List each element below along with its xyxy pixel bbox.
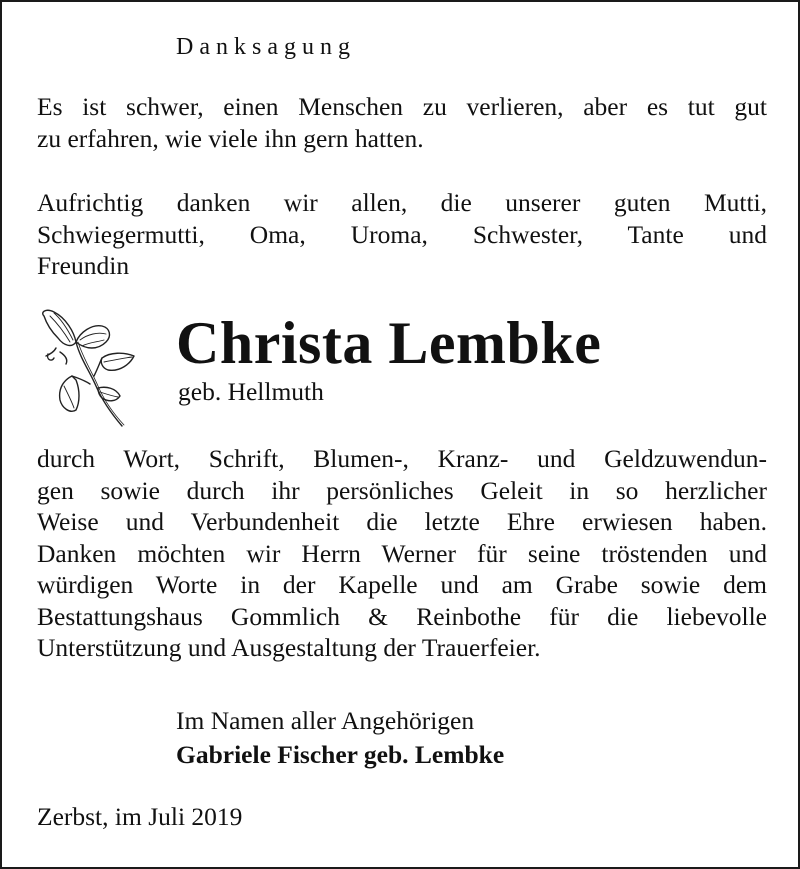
- text-line: Unterstützung und Ausgestaltung der Trauerfeier.: [37, 633, 541, 662]
- signature-intro: Im Namen aller Angehörigen: [176, 706, 475, 735]
- birth-name: geb. Hellmuth: [178, 377, 324, 406]
- text-line: Weise und Verbundenheit die letzte Ehre erwiesen haben.: [37, 507, 767, 536]
- text-line: Bestattungshaus Gommlich & Reinbothe für die liebevolle: [37, 601, 767, 631]
- text-line: gen sowie durch ihr persönliches Geleit in so herzlicher: [37, 475, 767, 505]
- intro-paragraph: [37, 91, 767, 154]
- text-line: durch Wort, Schrift, Blumen-, Kranz- und Geldzuwendun-: [37, 444, 767, 473]
- text-line: zu erfahren, wie viele ihn gern hatten.: [37, 123, 424, 153]
- deceased-name: Christa Lembke: [176, 310, 602, 376]
- text-line: würdigen Worte in der Kapelle und am Grabe sowie dem: [37, 570, 767, 599]
- text-line: Aufrichtig danken wir allen, die unserer guten Mutti,: [37, 188, 767, 217]
- body-paragraph: [37, 443, 767, 664]
- text-line: Freundin: [37, 251, 130, 280]
- text-line: Danken möchten wir Herrn Werner für seine tröstenden und: [37, 538, 767, 568]
- thanks-paragraph: [37, 187, 767, 282]
- signature-name: Gabriele Fischer geb. Lembke: [176, 740, 505, 769]
- text-line: Es ist schwer, einen Menschen zu verlieren, aber es tut gut: [37, 92, 767, 121]
- place-date: Zerbst, im Juli 2019: [37, 802, 243, 831]
- text-line: Schwiegermutti, Oma, Uroma, Schwester, Tante und: [37, 219, 767, 249]
- notice-heading: Danksagung: [176, 34, 356, 60]
- calla-lily-flower-icon: [36, 302, 148, 430]
